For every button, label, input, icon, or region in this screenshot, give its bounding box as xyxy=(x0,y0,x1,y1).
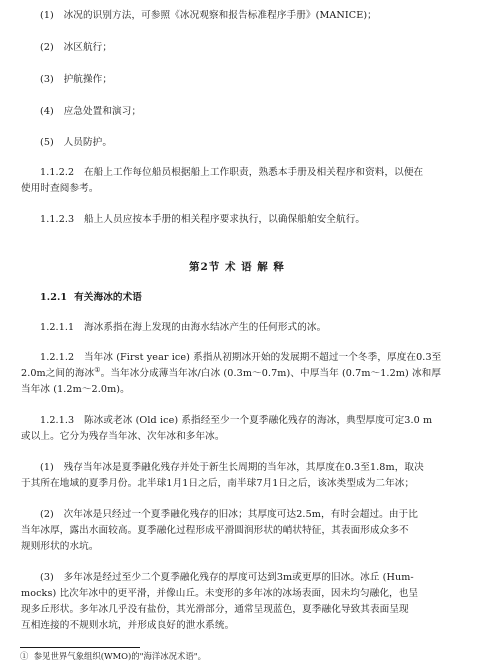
para-1212-line-3: 当年冰 (1.2m～2.0m)。 xyxy=(21,384,130,395)
list-item-3: (3) 护航操作； xyxy=(40,74,113,85)
para-p2-line-2: 当年冰厚，露出水面较高。夏季融化过程形成平滑圆润形状的峭状特征，其表面形成众多不 xyxy=(21,525,409,536)
para-1212-line-2 xyxy=(21,367,441,380)
subsection-number: 1.2.1 xyxy=(40,292,68,303)
footnote-mark: ① xyxy=(20,651,29,661)
para-1211: 1.2.1.1 海冰系指在海上发现的由海水结冰产生的任何形式的冰。 xyxy=(40,322,327,333)
para-p3-line-2: mocks) 比次年冰中的更平滑，并像山丘。未变形的多年冰的冰场表面，因未均匀融化，也呈 xyxy=(21,588,419,599)
footnote-ref-mark: ① xyxy=(94,365,101,374)
footnote xyxy=(20,650,206,662)
para-1213-line-2: 或以上。它分为残存当年冰、次年冰和多年冰。 xyxy=(21,431,225,442)
para-p3-line-4: 互相连接的不规则水坑，并形成良好的泄水系统。 xyxy=(21,620,235,631)
para-p3-line-1: (3) 多年冰是经过至少二个夏季融化残存的厚度可达到3m或更厚的旧冰。冰丘 (Hum- xyxy=(40,572,414,583)
para-p2-line-1: (2) 次年冰是只经过一个夏季融化残存的旧冰；其厚度可达2.5m，有时会超过。由于比 xyxy=(40,509,418,520)
list-item-2: (2) 冰区航行； xyxy=(40,42,113,53)
para-1212-line-1: 1.2.1.2 当年冰 (First year ice) 系指从初期冰开始的发展期不超过一个冬季，厚度在0.3至 xyxy=(40,352,442,363)
para-1122-line-1: 1.1.2.2 在船上工作每位船员根据船上工作职责，熟悉本手册及相关程序和资料，以便在 xyxy=(40,167,424,178)
list-item-5: (5) 人员防护。 xyxy=(40,137,113,148)
para-1122-line-2: 使用时查阅参考。 xyxy=(21,183,99,194)
list-item-4: (4) 应急处置和演习； xyxy=(40,106,142,117)
list-item-1: (1) 冰况的识别方法，可参照《冰况观察和报告标准程序手册》(MANICE)； xyxy=(40,10,377,21)
footnote-rule xyxy=(20,647,140,648)
subsection-title: 有关海冰的术语 xyxy=(74,292,142,303)
footnote-text: 参见世界气象组织(WMO)的"海洋冰况术语"。 xyxy=(33,651,206,661)
subsection-heading xyxy=(40,291,142,304)
para-p1-line-2: 于其所在地域的夏季月份。北半球1月1日之后，南半球7月1日之后，该冰类型成为二年冰； xyxy=(21,478,415,489)
para-1123: 1.1.2.3 船上人员应按本手册的相关程序要求执行，以确保船舶安全航行。 xyxy=(40,214,366,225)
para-p2-line-3: 规则形状的水坑。 xyxy=(21,541,99,552)
para-p3-line-3: 现多丘形状。多年冰几乎没有盐份，其光滑部分，通常呈现蓝色，夏季融化导致其表面呈现 xyxy=(21,604,409,615)
para-1212-line-2-post: 。当年冰分成薄当年冰/白冰 (0.3m～0.7m)、中厚当年 (0.7m～1.2m) 冰和厚 xyxy=(100,368,442,379)
para-p1-line-1: (1) 残存当年冰是夏季融化残存并处于新生长周期的当年冰，其厚度在0.3至1.8m，取决 xyxy=(40,462,424,473)
para-1212-line-2-pre: 2.0m之间的海冰 xyxy=(21,368,95,379)
section-title: 第2节 术 语 解 释 xyxy=(189,261,285,273)
para-1213-line-1: 1.2.1.3 陈冰或老冰 (Old ice) 系指经至少一个夏季融化残存的海冰，典型厚度可定3.0 m xyxy=(40,415,433,426)
